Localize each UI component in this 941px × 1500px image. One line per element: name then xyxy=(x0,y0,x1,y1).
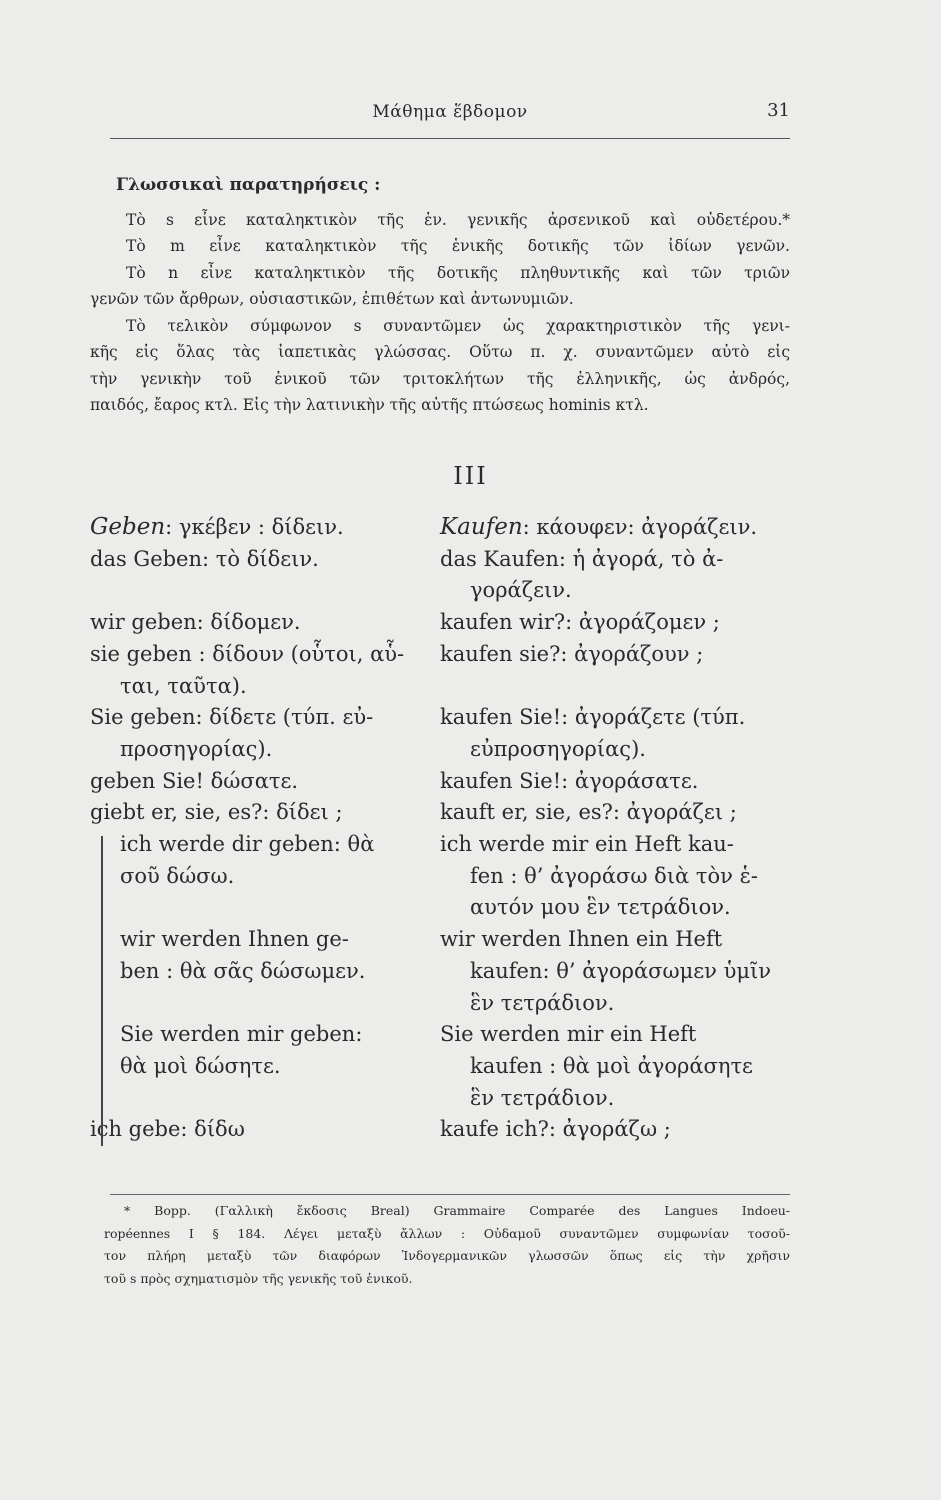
verb-entry-line: das Geben: τὸ δίδειν. xyxy=(90,546,319,571)
verb-entry-line: ich gebe: δίδω xyxy=(90,1117,245,1142)
verb-entry-line: εὐπροσηγορίας). xyxy=(470,736,646,761)
headword-kaufen: Kaufen xyxy=(440,514,523,540)
notes-line: τὴν γενικὴν τοῦ ἑνικοῦ τῶν τριτοκλήτων τῆς ἑλληνικῆς, ὡς ἀνδρός, xyxy=(90,369,790,388)
verb-entry-line: fen : θ’ ἀγοράσω διὰ τὸν ἑ- xyxy=(470,863,758,888)
verb-entry-line: ich werde dir geben: θὰ xyxy=(120,832,375,857)
linguistic-notes xyxy=(90,172,790,419)
headword-geben: Geben xyxy=(90,514,166,540)
verb-entry-line: ben : θὰ σᾶς δώσωμεν. xyxy=(120,958,366,983)
verb-entry-line: Geben: γκέβεν : δίδειν. xyxy=(90,514,344,540)
left-column-geben xyxy=(90,512,430,1146)
footnote-rule xyxy=(110,1194,790,1195)
verb-entry-line: kaufen Sie!: ἀγοράσατε. xyxy=(440,768,699,793)
footnote xyxy=(104,1200,790,1290)
verb-entry-line: sie geben : δίδουν (οὗτοι, αὗ- xyxy=(90,641,405,666)
notes-line: Τὸ s εἶνε καταληκτικὸν τῆς ἑν. γενικῆς ἀρσενικοῦ καὶ οὐδετέρου.* xyxy=(126,210,790,229)
verb-entry-line: γοράζειν. xyxy=(470,578,572,603)
section-numeral: III xyxy=(453,462,488,490)
verb-entry-line: kaufen wir?: ἀγοράζομεν ; xyxy=(440,610,720,635)
right-column-kaufen xyxy=(440,512,800,1146)
spacer xyxy=(440,671,800,703)
spacer xyxy=(90,892,430,924)
notes-line: Τὸ n εἶνε καταληκτικὸν τῆς δοτικῆς πληθυντικῆς καὶ τῶν τριῶν xyxy=(126,263,790,282)
verb-entry-line: ἓν τετράδιον. xyxy=(470,1085,615,1110)
page-number: 31 xyxy=(767,100,790,121)
page-header xyxy=(110,100,790,130)
verb-entry-line: προσηγορίας). xyxy=(120,736,273,761)
verb-entry-line: θὰ μοὶ δώσητε. xyxy=(120,1053,281,1078)
notes-line: Τὸ m εἶνε καταληκτικὸν τῆς ἑνικῆς δοτικῆς τῶν ἰδίων γενῶν. xyxy=(126,237,790,255)
verb-entry-line: kaufen: θ’ ἀγοράσωμεν ὑμῖν xyxy=(470,958,771,983)
verb-entry-line: kaufen : θὰ μοὶ ἀγοράσητε xyxy=(470,1053,753,1078)
verb-entry-line: wir werden Ihnen ge- xyxy=(120,927,349,952)
verb-entry-line: kaufen sie?: ἀγοράζουν ; xyxy=(440,641,704,666)
verb-entry-line: wir geben: δίδομεν. xyxy=(90,610,301,635)
verb-entry-line: geben Sie! δώσατε. xyxy=(90,768,299,793)
footnote-line: * Bopp. (Γαλλικὴ ἔκδοσις Breal) Grammaire Comparée des Langues Indoeu- xyxy=(124,1203,790,1218)
verb-entry-line: wir werden Ihnen ein Heft xyxy=(440,927,723,952)
spacer xyxy=(90,988,430,1020)
verb-entry-line: σοῦ δώσω. xyxy=(120,863,235,888)
verb-entry-line: giebt er, sie, es?: δίδει ; xyxy=(90,800,343,825)
notes-title: Γλωσσικαὶ παρατηρήσεις : xyxy=(116,175,381,195)
bracket-bar xyxy=(101,836,103,1146)
notes-line: γενῶν τῶν ἄρθρων, οὐσιαστικῶν, ἐπιθέτων καὶ ἀντωνυμιῶν. xyxy=(90,290,574,308)
notes-line: παιδός, ἔαρος κτλ. Εἰς τὴν λατινικὴν τῆς αὐτῆς πτώσεως hominis κτλ. xyxy=(90,396,649,414)
verb-entry-line: Sie werden mir geben: xyxy=(120,1022,363,1047)
footnote-line: τον πλήρη μεταξὺ τῶν διαφόρων Ἰνδογερμανικῶν γλωσσῶν ὅπως εἰς τὴν χρῆσιν xyxy=(104,1248,790,1263)
verb-entry-line: Sie werden mir ein Heft xyxy=(440,1022,697,1047)
footnote-line: ropéennes I § 184. Λέγει μεταξὺ ἄλλων : Οὐδαμοῦ συναντῶμεν συμφωνίαν τοσοῦ- xyxy=(104,1225,790,1241)
footnote-line: τοῦ s πρὸς σχηματισμὸν τῆς γενικῆς τοῦ ἑνικοῦ. xyxy=(104,1270,413,1286)
verb-entry-line: das Kaufen: ἡ ἀγορά, τὸ ἀ- xyxy=(440,546,724,571)
verb-entry-line: αυτόν μου ἓν τετράδιον. xyxy=(470,895,731,920)
notes-line: κῆς εἰς ὅλας τὰς ἰαπετικὰς γλώσσας. Οὕτω π. χ. συναντῶμεν αὐτὸ εἰς xyxy=(90,343,790,361)
verb-entry-line: ται, ταῦτα). xyxy=(120,673,247,698)
verb-entry-line: kaufen Sie!: ἀγοράζετε (τύπ. xyxy=(440,705,746,730)
verb-entry-line: ἓν τετράδιον. xyxy=(470,990,615,1015)
spacer xyxy=(90,1083,430,1115)
verb-entry-line: Kaufen: κάουφεν: ἀγοράζειν. xyxy=(440,514,758,540)
verb-entry-line: Sie geben: δίδετε (τύπ. εὐ- xyxy=(90,705,374,730)
verb-entry-line: ich werde mir ein Heft kau- xyxy=(440,832,734,857)
notes-line: Τὸ τελικὸν σύμφωνον s συναντῶμεν ὡς χαρακτηριστικὸν τῆς γενι- xyxy=(126,316,790,335)
header-rule xyxy=(110,138,790,139)
running-title: Μάθημα ἕβδομον xyxy=(372,102,528,122)
verb-entry-line: kauft er, sie, es?: ἀγοράζει ; xyxy=(440,800,737,825)
spacer xyxy=(90,575,430,607)
verb-entry-line: kaufe ich?: ἀγοράζω ; xyxy=(440,1117,671,1142)
